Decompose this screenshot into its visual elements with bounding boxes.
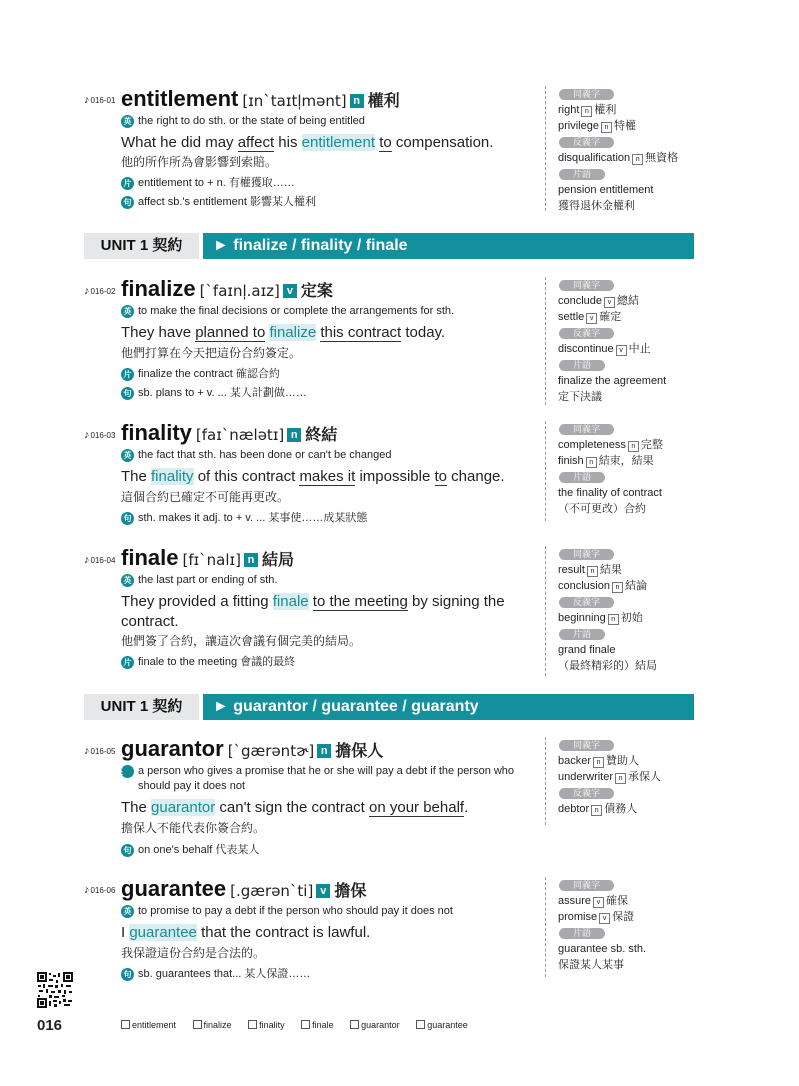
synonym-pill: 同義字	[559, 424, 614, 435]
phrase-pill: 片語	[559, 928, 605, 939]
audio-track[interactable]: ♪016-05	[84, 745, 116, 757]
example-translation: 他的所作所為會影響到索賠。	[121, 155, 278, 169]
phrase-item-zh: 保證某人某事	[558, 959, 624, 971]
audio-track[interactable]: ♪016-03	[84, 429, 116, 441]
phrase-item-zh: 定下決議	[558, 391, 602, 403]
pos-badge: v	[316, 884, 330, 898]
music-note-icon: ♪	[84, 745, 90, 757]
example-translation: 我保證這份合約是合法的。	[121, 946, 266, 960]
unit-title: ► guarantor / guarantee / guaranty	[203, 694, 694, 720]
pos-badge: n	[317, 744, 331, 758]
unit-header	[84, 694, 694, 720]
unit-title: ► finalize / finality / finale	[203, 233, 694, 259]
synonym-pill: 同義字	[559, 280, 614, 291]
synonym-item: conclude v 總結	[558, 295, 640, 307]
example-sentence: I guarantee that the contract is lawful.	[121, 924, 371, 941]
checkbox-icon	[416, 1020, 425, 1029]
example-sentence: The guarantor can't sign the contract on your behalf.	[121, 799, 469, 816]
definition: 英 the right to do sth. or the state of being entitled	[121, 114, 531, 129]
side-panel	[558, 546, 657, 674]
unit-header	[84, 233, 694, 259]
music-note-icon: ♪	[84, 285, 90, 297]
headword: entitlement	[121, 86, 239, 111]
phrase-pill: 片語	[559, 629, 605, 640]
phonetic: [fɪ`nalɪ]	[182, 551, 241, 569]
page-number: 016	[37, 1017, 63, 1034]
pos-badge: n	[350, 94, 364, 108]
synonym-item: result n 結果	[558, 564, 622, 576]
phrase-item-zh: （不可更改）合約	[558, 503, 646, 515]
checklist-item[interactable]: finalize	[193, 1020, 232, 1030]
headword: finale	[121, 545, 179, 570]
phrase-icon: 片	[121, 656, 134, 669]
pattern-icon: 句	[121, 968, 134, 981]
headword-zh: 擔保人	[335, 743, 384, 760]
phrase-icon: 片	[121, 368, 134, 381]
divider	[545, 86, 546, 211]
synonym-item: underwriter n 承保人	[558, 771, 662, 783]
antonym-item: beginning n 初始	[558, 612, 643, 624]
headword: finality	[121, 420, 192, 445]
headword-zh: 終結	[305, 427, 338, 444]
pattern-icon: 句	[121, 512, 134, 525]
english-def-icon: 英	[121, 115, 134, 128]
checklist-item[interactable]: finale	[301, 1020, 334, 1030]
synonym-item: privilege n 特權	[558, 120, 636, 132]
antonym-pill: 反義字	[559, 597, 614, 608]
antonym-pill: 反義字	[559, 137, 614, 148]
headword-line	[121, 545, 294, 571]
side-panel	[558, 277, 666, 405]
phrase-pill: 片語	[559, 169, 605, 180]
audio-track[interactable]: ♪016-06	[84, 884, 116, 896]
side-panel	[558, 737, 661, 817]
headword-line	[121, 876, 366, 902]
note-pattern: 句 sth. makes it adj. to + v. ... 某事使……成某狀態	[121, 511, 531, 526]
note-pattern: 句 on one's behalf 代表某人	[121, 843, 531, 858]
checklist-item[interactable]: finality	[248, 1020, 285, 1030]
english-def-icon: 英	[121, 905, 134, 918]
phrase-item: finalize the agreement	[558, 375, 667, 387]
phonetic: [ɪn`taɪtl̩mənt]	[242, 92, 347, 110]
synonym-item: completeness n 完整	[558, 439, 663, 451]
audio-track[interactable]: ♪016-04	[84, 554, 116, 566]
english-def-icon: 英	[121, 449, 134, 462]
checkbox-icon	[301, 1020, 310, 1029]
synonym-pill: 同義字	[559, 880, 614, 891]
phrase-item-zh: 獲得退休金權利	[558, 200, 635, 212]
synonym-item: assure v 確保	[558, 895, 629, 907]
definition: 英 to promise to pay a debt if the person who should pay it does not	[121, 904, 531, 919]
synonym-item: backer n 贊助人	[558, 755, 640, 767]
antonym-pill: 反義字	[559, 328, 614, 339]
definition: 英 the last part or ending of sth.	[121, 573, 531, 588]
english-def-icon: 英	[121, 765, 134, 778]
antonym-item: debtor n 債務人	[558, 803, 638, 815]
pattern-icon: 句	[121, 196, 134, 209]
antonym-item: disqualification n 無資格	[558, 152, 679, 164]
unit-label: UNIT 1 契約	[84, 694, 199, 720]
note-pattern: 句 sb. guarantees that... 某人保證……	[121, 967, 531, 982]
english-def-icon: 英	[121, 305, 134, 318]
headword-zh: 定案	[300, 283, 333, 300]
phrase-item: the finality of contract	[558, 487, 662, 499]
pattern-icon: 句	[121, 387, 134, 400]
checklist-item[interactable]: guarantee	[416, 1020, 468, 1030]
divider	[545, 877, 546, 977]
music-note-icon: ♪	[84, 554, 90, 566]
example-translation: 他們簽了合約，讓這次會議有個完美的結局。	[121, 634, 362, 648]
pos-badge: n	[287, 428, 301, 442]
phonetic: [`faɪnl̩.aɪz]	[199, 282, 280, 300]
phrase-item: guarantee sb. sth.	[558, 943, 647, 955]
checklist	[121, 1020, 482, 1030]
checklist-item[interactable]: entitlement	[121, 1020, 176, 1030]
headword: guarantee	[121, 876, 227, 901]
phrase-icon: 片	[121, 177, 134, 190]
synonym-pill: 同義字	[559, 89, 614, 100]
synonym-item: settle v 確定	[558, 311, 622, 323]
side-panel	[558, 86, 678, 214]
pos-badge: n	[244, 553, 258, 567]
example-sentence: They provided a fitting finale to the meeting by signing the contract.	[121, 593, 505, 630]
headword-line	[121, 276, 333, 302]
audio-track[interactable]: ♪016-02	[84, 285, 116, 297]
qr-code-icon[interactable]	[37, 972, 73, 1008]
headword-line	[121, 420, 337, 446]
checklist-item[interactable]: guarantor	[350, 1020, 400, 1030]
example-translation: 這個合約已確定不可能再更改。	[121, 490, 290, 504]
headword: guarantor	[121, 736, 224, 761]
side-panel	[558, 421, 663, 517]
note-pattern: 句 sb. plans to + v. ... 某人計劃做……	[121, 386, 531, 401]
synonym-pill: 同義字	[559, 740, 614, 751]
note-phrase: 片 entitlement to + n. 有權獲取……	[121, 176, 531, 191]
note-phrase: 片 finalize the contract 確認合約	[121, 367, 531, 382]
checkbox-icon	[350, 1020, 359, 1029]
headword-line	[121, 736, 383, 762]
headword: finalize	[121, 276, 196, 301]
definition: 英 the fact that sth. has been done or can't be changed	[121, 448, 531, 463]
checkbox-icon	[121, 1020, 130, 1029]
synonym-pill: 同義字	[559, 549, 614, 560]
note-pattern: 句 affect sb.'s entitlement 影響某人權利	[121, 195, 531, 210]
phrase-pill: 片語	[559, 472, 605, 483]
phonetic: [.gærən`ti]	[230, 882, 314, 900]
music-note-icon: ♪	[84, 429, 90, 441]
definition: 英 a person who gives a promise that he or she will pay a debt if the person who should pay it does not	[115, 765, 515, 792]
checkbox-icon	[248, 1020, 257, 1029]
definition: 英 to make the final decisions or complete the arrangements for sth.	[121, 304, 531, 319]
divider	[545, 421, 546, 521]
headword-zh: 權利	[367, 93, 400, 110]
phonetic: [faɪ`nælətɪ]	[195, 426, 285, 444]
example-sentence: What he did may affect his entitlement to compensation.	[121, 134, 494, 151]
checkbox-icon	[193, 1020, 202, 1029]
synonym-item: promise v 保證	[558, 911, 635, 923]
headword-line	[121, 86, 400, 112]
phrase-pill: 片語	[559, 360, 605, 371]
english-def-icon: 英	[121, 574, 134, 587]
pos-badge: v	[283, 284, 297, 298]
antonym-pill: 反義字	[559, 788, 614, 799]
example-sentence: The finality of this contract makes it impossible to change.	[121, 468, 505, 485]
example-translation: 他們打算在今天把這份合約簽定。	[121, 346, 302, 360]
phrase-item: pension entitlement	[558, 184, 654, 196]
note-phrase: 片 finale to the meeting 會議的最終	[121, 655, 531, 670]
phonetic: [`gærəntɚ]	[227, 742, 315, 760]
example-sentence: They have planned to finalize this contract today.	[121, 324, 446, 341]
synonym-item: right n 權利	[558, 104, 617, 116]
headword-zh: 擔保	[334, 883, 367, 900]
synonym-item: finish n 結束，結果	[558, 455, 654, 467]
music-note-icon: ♪	[84, 884, 90, 896]
phrase-item: grand finale	[558, 644, 616, 656]
divider	[545, 277, 546, 405]
side-panel	[558, 877, 646, 973]
divider	[545, 737, 546, 825]
example-translation: 擔保人不能代表你簽合約。	[121, 821, 266, 835]
music-note-icon: ♪	[84, 94, 90, 106]
synonym-item: conclusion n 結論	[558, 580, 647, 592]
unit-label: UNIT 1 契約	[84, 233, 199, 259]
antonym-item: discontinue v 中止	[558, 343, 651, 355]
audio-track[interactable]: ♪016-01	[84, 94, 116, 106]
phrase-item-zh: （最終精彩的）結局	[558, 660, 657, 672]
headword-zh: 結局	[261, 552, 294, 569]
pattern-icon: 句	[121, 844, 134, 857]
divider	[545, 546, 546, 676]
